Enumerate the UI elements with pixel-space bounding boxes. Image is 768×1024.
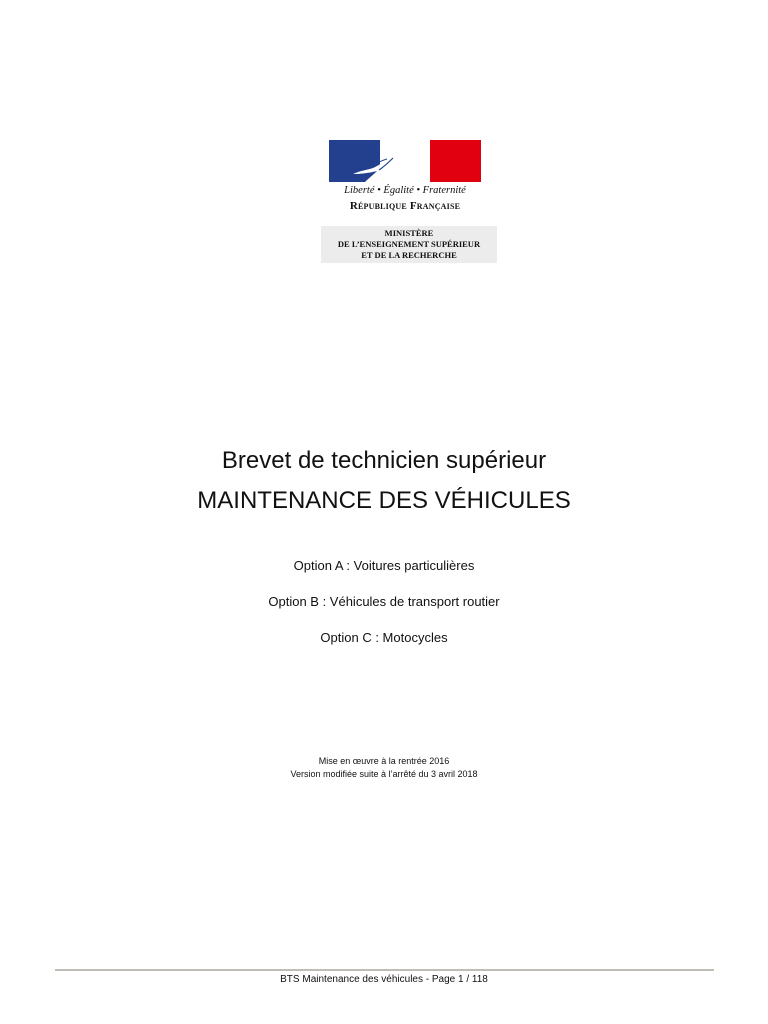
page-footer: BTS Maintenance des véhicules - Page 1 / 118 — [280, 974, 488, 985]
marianne-profile-icon — [329, 140, 481, 182]
document-title: Brevet de technicien supérieur — [221, 447, 547, 474]
implementation-note: Mise en œuvre à la rentrée 2016 — [318, 756, 450, 766]
footer-divider — [55, 969, 714, 971]
ministry-line: MINISTÈRE — [384, 228, 434, 238]
document-subtitle: MAINTENANCE DES VÉHICULES — [197, 487, 571, 514]
version-note: Version modifiée suite à l’arrêté du 3 avril 2018 — [290, 769, 478, 779]
ministry-line: DE L’ENSEIGNEMENT SUPÉRIEUR — [337, 239, 481, 249]
ministry-label — [321, 226, 497, 263]
republic-motto: Liberté • Égalité • Fraternité — [344, 185, 466, 196]
republique-francaise-logo — [329, 140, 481, 220]
republique-francaise-label: République Française — [349, 200, 461, 212]
option-b: Option B : Véhicules de transport routier — [268, 594, 500, 609]
option-c: Option C : Motocycles — [320, 630, 448, 645]
option-a: Option A : Voitures particulières — [293, 558, 475, 573]
ministry-line: ET DE LA RECHERCHE — [361, 250, 457, 260]
